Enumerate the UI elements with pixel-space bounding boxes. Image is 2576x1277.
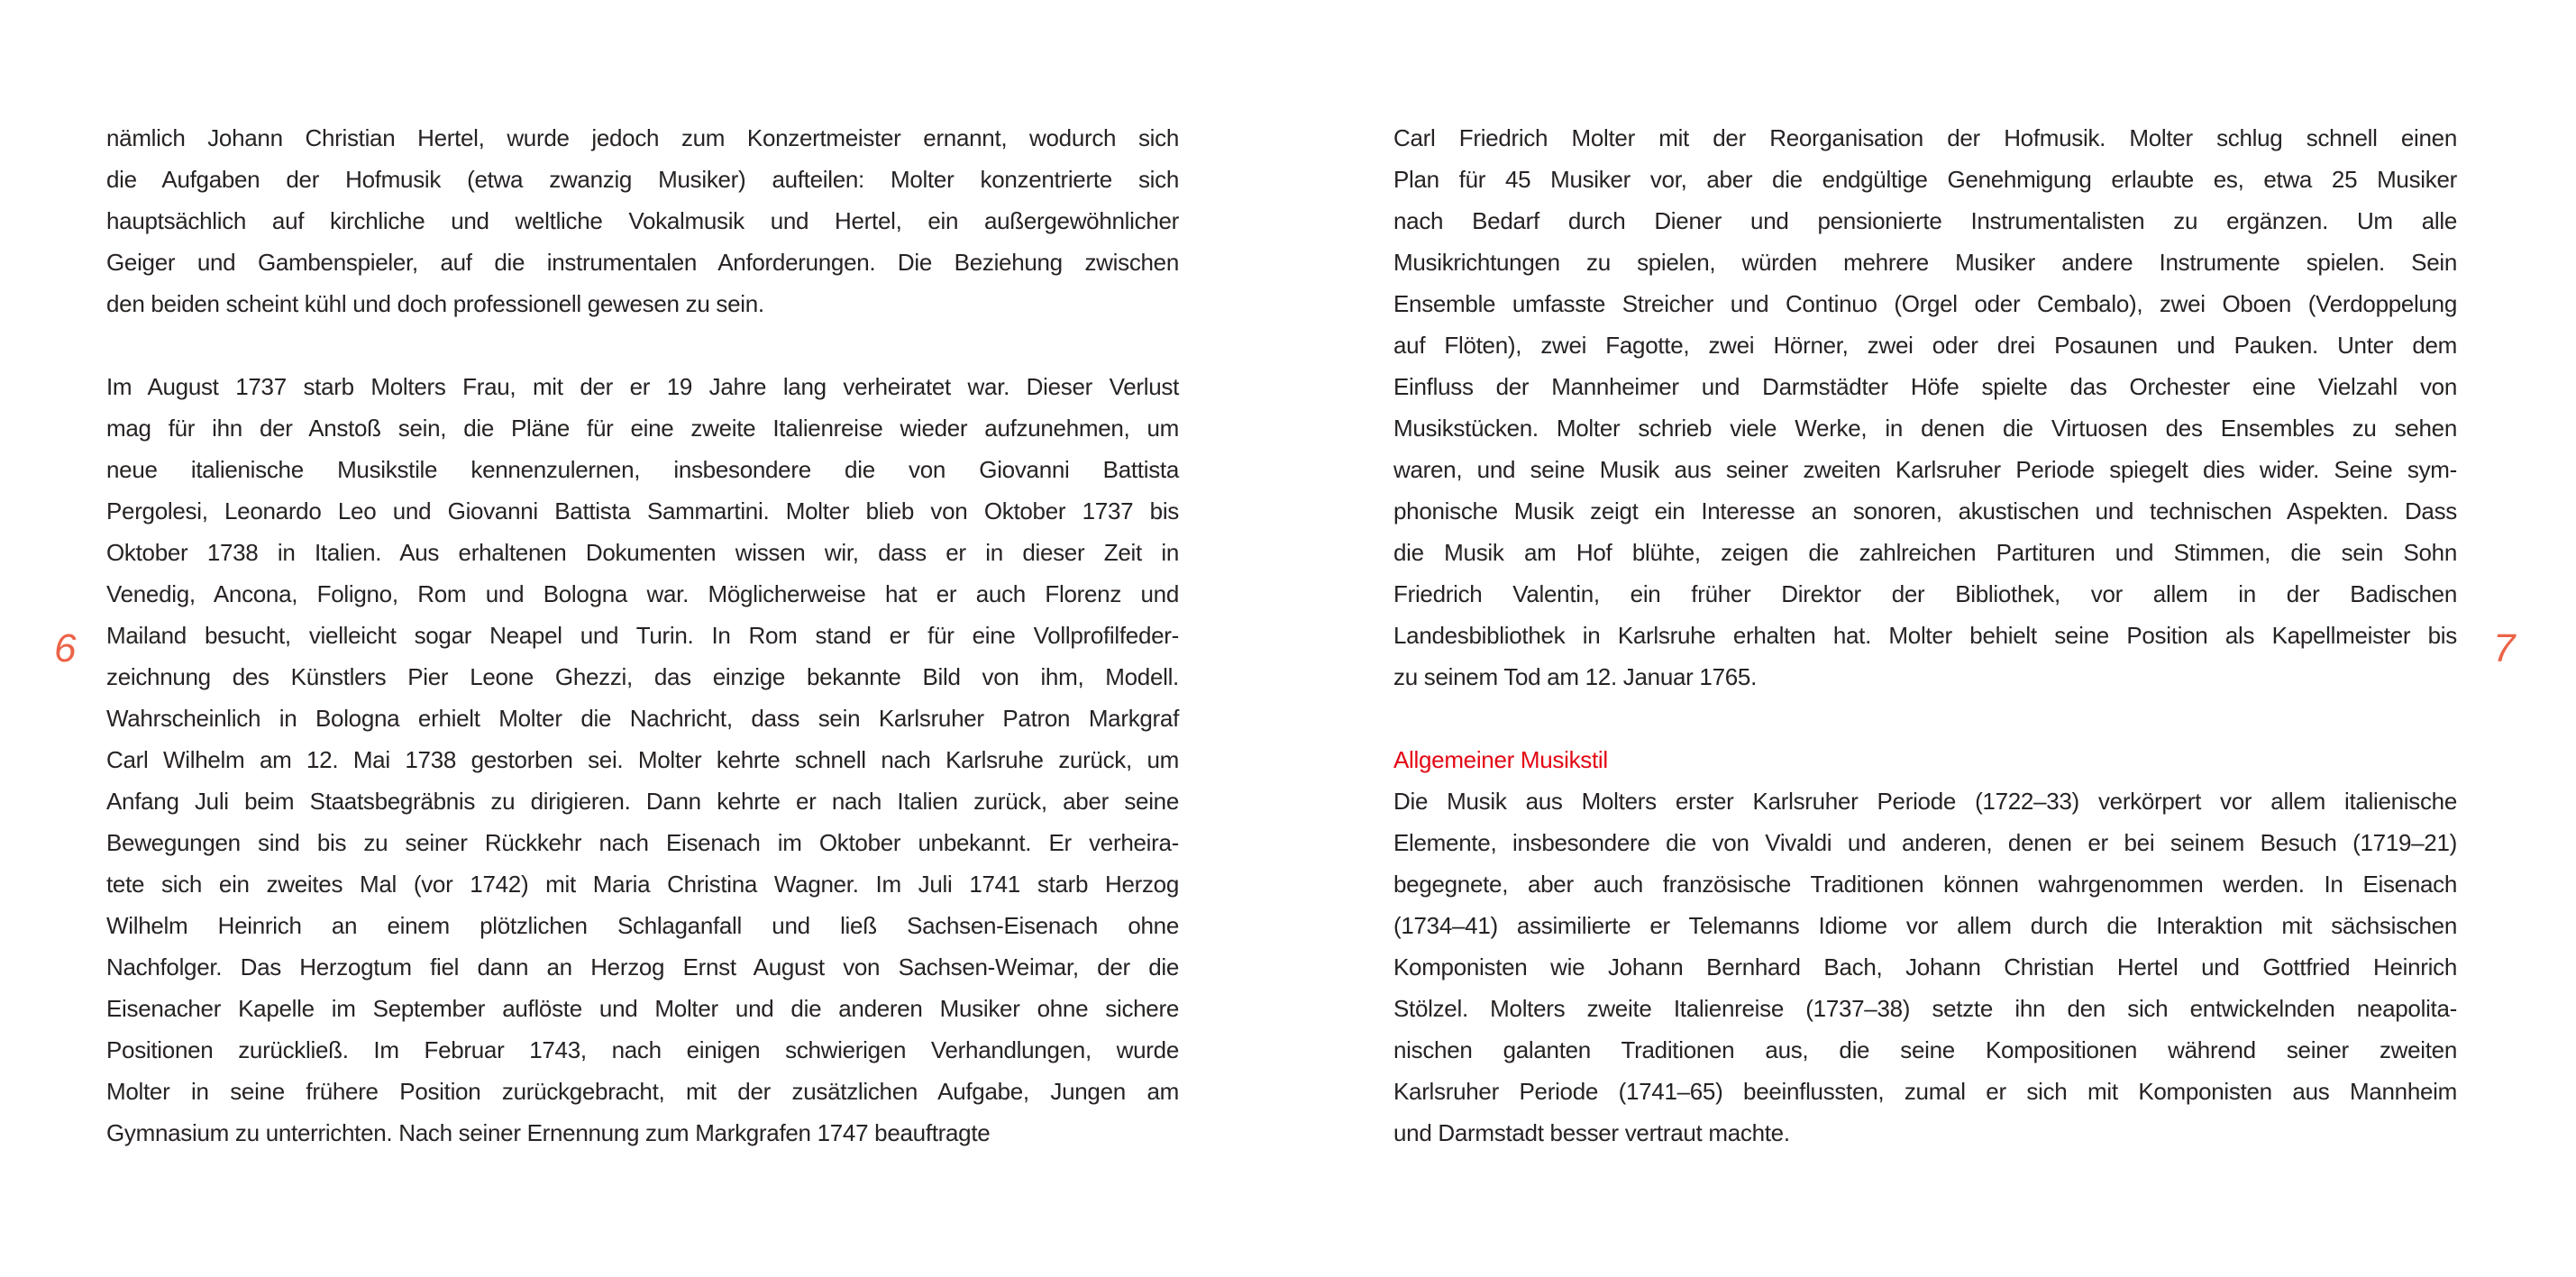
left-page-text-column <box>106 117 1179 1154</box>
text-line: Komponisten wie Johann Bernhard Bach, Johann Christian Hertel und Gottfried Heinrich <box>1393 953 2457 981</box>
text-line: Landesbibliothek in Karlsruhe erhalten hat. Molter behielt seine Position als Kapellmeister bis <box>1393 622 2457 649</box>
text-line: und Darmstadt besser vertraut machte. <box>1393 1119 1790 1146</box>
text-line: nach Bedarf durch Diener und pensionierte Instrumentalisten zu ergänzen. Um alle <box>1393 207 2457 234</box>
text-line: Anfang Juli beim Staatsbegräbnis zu dirigieren. Dann kehrte er nach Italien zurück, aber seine <box>106 788 1179 815</box>
text-line: nischen galanten Traditionen aus, die seine Kompositionen während seiner zweiten <box>1393 1036 2457 1063</box>
text-line: auf Flöten), zwei Fagotte, zwei Hörner, zwei oder drei Posaunen und Pauken. Unter dem <box>1393 332 2457 359</box>
text-line: Plan für 45 Musiker vor, aber die endgültige Genehmigung erlaubte es, etwa 25 Musiker <box>1393 166 2457 193</box>
text-line: waren, und seine Musik aus seiner zweiten Karlsruher Periode spiegelt dies wider. Seine sym- <box>1393 456 2457 483</box>
text-line: Musikstücken. Molter schrieb viele Werke, in denen die Virtuosen des Ensembles zu sehen <box>1393 415 2457 442</box>
text-line: Positionen zurückließ. Im Februar 1743, nach einigen schwierigen Verhandlungen, wurde <box>106 1036 1179 1063</box>
text-line: Carl Friedrich Molter mit der Reorganisation der Hofmusik. Molter schlug schnell einen <box>1393 124 2457 151</box>
text-line: Ensemble umfasste Streicher und Continuo (Orgel oder Cembalo), zwei Oboen (Verdoppelung <box>1393 290 2457 317</box>
text-line: Einfluss der Mannheimer und Darmstädter Höfe spielte das Orchester eine Vielzahl von <box>1393 373 2457 400</box>
paragraph <box>106 117 1179 324</box>
text-line: Carl Wilhelm am 12. Mai 1738 gestorben sei. Molter kehrte schnell nach Karlsruhe zurück, um <box>106 746 1179 773</box>
text-line: Venedig, Ancona, Foligno, Rom und Bologna war. Möglicherweise hat er auch Florenz und <box>106 580 1179 607</box>
right-page-text-column <box>1393 117 2457 1154</box>
text-line: neue italienische Musikstile kennenzulernen, insbesondere die von Giovanni Battista <box>106 456 1179 483</box>
text-line: zu seinem Tod am 12. Januar 1765. <box>1393 663 1757 690</box>
text-line: Mailand besucht, vielleicht sogar Neapel und Turin. In Rom stand er für eine Vollprofilfeder- <box>106 622 1179 649</box>
text-line: Bewegungen sind bis zu seiner Rückkehr nach Eisenach im Oktober unbekannt. Er verheira- <box>106 829 1179 856</box>
text-line: Pergolesi, Leonardo Leo und Giovanni Battista Sammartini. Molter blieb von Oktober 1737 bis <box>106 497 1179 524</box>
text-line: den beiden scheint kühl und doch professionell gewesen zu sein. <box>106 290 764 317</box>
text-line: die Aufgaben der Hofmusik (etwa zwanzig Musiker) aufteilen: Molter konzentrierte sich <box>106 166 1179 193</box>
text-line: Oktober 1738 in Italien. Aus erhaltenen Dokumenten wissen wir, dass er in dieser Zeit in <box>106 539 1179 566</box>
text-line: phonische Musik zeigt ein Interesse an sonoren, akustischen und technischen Aspekten. Dass <box>1393 497 2457 524</box>
text-line: (1734–41) assimilierte er Telemanns Idiome vor allem durch die Interaktion mit sächsischen <box>1393 912 2457 939</box>
paragraph <box>1393 117 2457 698</box>
text-line: Karlsruher Periode (1741–65) beeinflussten, zumal er sich mit Komponisten aus Mannheim <box>1393 1078 2457 1105</box>
text-line: Wilhelm Heinrich an einem plötzlichen Schlaganfall und ließ Sachsen-Eisenach ohne <box>106 912 1179 939</box>
text-line: Gymnasium zu unterrichten. Nach seiner Ernennung zum Markgrafen 1747 beauftragte <box>106 1119 991 1146</box>
paragraph <box>1393 780 2457 1154</box>
text-line: Geiger und Gambenspieler, auf die instrumentalen Anforderungen. Die Beziehung zwischen <box>106 249 1179 276</box>
page-number-left: 6 <box>54 626 77 670</box>
text-line: Im August 1737 starb Molters Frau, mit der er 19 Jahre lang verheiratet war. Dieser Verlust <box>106 373 1179 400</box>
section-heading: Allgemeiner Musikstil <box>1393 746 1608 773</box>
paragraph <box>106 366 1179 1154</box>
text-line: zeichnung des Künstlers Pier Leone Ghezzi, das einzige bekannte Bild von ihm, Modell. <box>106 663 1179 690</box>
text-line: Die Musik aus Molters erster Karlsruher Periode (1722–33) verkörpert vor allem italienische <box>1393 788 2457 815</box>
text-line: die Musik am Hof blühte, zeigen die zahlreichen Partituren und Stimmen, die sein Sohn <box>1393 539 2457 566</box>
text-line: Eisenacher Kapelle im September auflöste und Molter und die anderen Musiker ohne sichere <box>106 995 1179 1022</box>
text-line: Nachfolger. Das Herzogtum fiel dann an Herzog Ernst August von Sachsen-Weimar, der die <box>106 953 1179 981</box>
text-line: begegnete, aber auch französische Traditionen können wahrgenommen werden. In Eisenach <box>1393 871 2457 898</box>
text-line: Friedrich Valentin, ein früher Direktor der Bibliothek, vor allem in der Badischen <box>1393 580 2457 607</box>
text-line: Elemente, insbesondere die von Vivaldi und anderen, denen er bei seinem Besuch (1719–21) <box>1393 829 2457 856</box>
page-number-right: 7 <box>2493 626 2516 670</box>
text-line: hauptsächlich auf kirchliche und weltliche Vokalmusik und Hertel, ein außergewöhnlicher <box>106 207 1179 234</box>
text-line: Molter in seine frühere Position zurückgebracht, mit der zusätzlichen Aufgabe, Jungen am <box>106 1078 1179 1105</box>
text-line: mag für ihn der Anstoß sein, die Pläne für eine zweite Italienreise wieder aufzunehmen, um <box>106 415 1179 442</box>
text-line: Stölzel. Molters zweite Italienreise (1737–38) setzte ihn den sich entwickelnden neapolita- <box>1393 995 2457 1022</box>
text-line: tete sich ein zweites Mal (vor 1742) mit Maria Christina Wagner. Im Juli 1741 starb Herzog <box>106 871 1179 898</box>
text-line: Wahrscheinlich in Bologna erhielt Molter die Nachricht, dass sein Karlsruher Patron Markgraf <box>106 705 1179 732</box>
text-line: nämlich Johann Christian Hertel, wurde jedoch zum Konzertmeister ernannt, wodurch sich <box>106 124 1179 151</box>
text-line: Musikrichtungen zu spielen, würden mehrere Musiker andere Instrumente spielen. Sein <box>1393 249 2457 276</box>
